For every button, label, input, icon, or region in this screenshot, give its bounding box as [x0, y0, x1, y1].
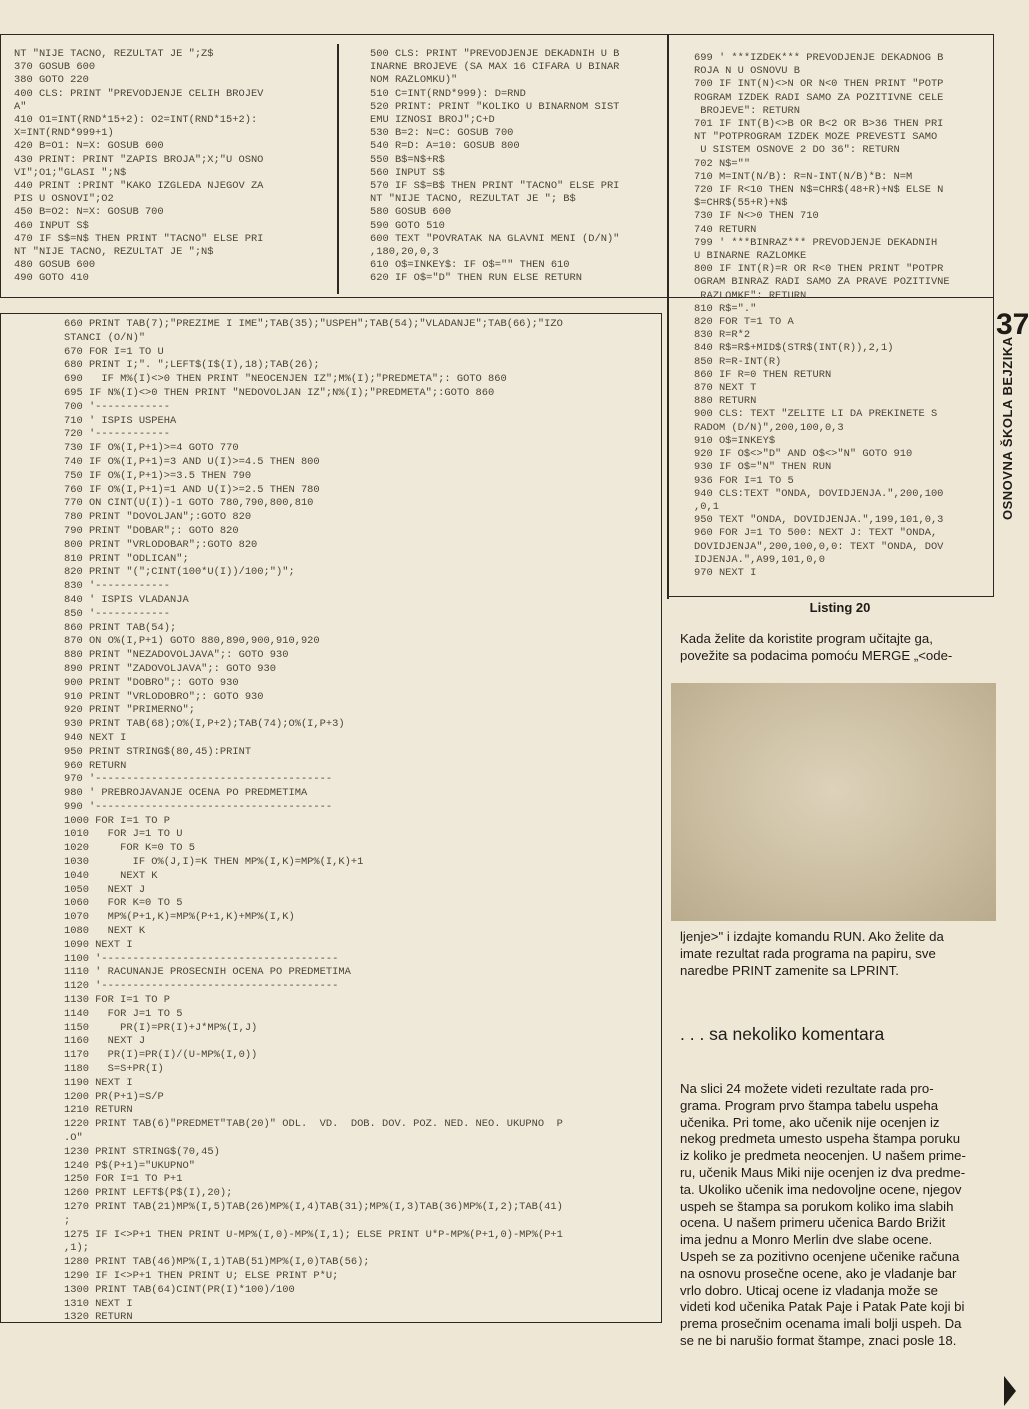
para-3-line: ta. Ukoliko učenik ima nedovoljne ocene, njegov	[680, 1181, 962, 1197]
listing-top-right-line: 700 IF INT(N)<>N OR N<0 THEN PRINT "POTP	[694, 78, 944, 91]
listing-top-right-line: ROGRAM IZDEK RADI SAMO ZA POZITIVNE CELE	[694, 91, 944, 104]
listing-main-line: 730 IF O%(I,P+1)>=4 GOTO 770	[64, 442, 239, 455]
listing-main-line: 1050 NEXT J	[64, 883, 146, 896]
listing-top-mid-line: 520 PRINT: PRINT "KOLIKO U BINARNOM SIST	[370, 100, 620, 113]
listing-top-right-line: DOVIDJENJA",200,100,0,0: TEXT "ONDA, DOV	[694, 540, 944, 553]
listing-main-line: 1220 PRINT TAB(6)"PREDMET"TAB(20)" ODL. VD. DOB. DOV. POZ. NED. NEO. UKUPNO P	[64, 1118, 563, 1131]
listing-main-line: 1110 ' RACUNANJE PROSECNIH OCENA PO PREDMETIMA	[64, 966, 351, 979]
listing-top-right-line: RAZLOMKE": RETURN	[694, 289, 807, 302]
listing-main-line: 1000 FOR I=1 TO P	[64, 814, 171, 827]
listing-main-line: 1210 RETURN	[64, 1104, 133, 1117]
code-listing-main	[64, 318, 563, 1325]
listing-top-right-line: 810 R$="."	[694, 302, 757, 315]
para-3-line: vrlo dobro. Uticaj ocene iz vladanja može se	[680, 1282, 939, 1298]
para-3-line: na osnovu prosečne ocene, ako je vladanje bar	[680, 1265, 957, 1281]
listing-top-right-line: BROJEVE": RETURN	[694, 104, 801, 117]
listing-top-mid-line: 600 TEXT "POVRATAK NA GLAVNI MENI (D/N)"	[370, 232, 620, 245]
para-2-line: imate rezultat rada programa na papiru, sve	[680, 945, 936, 961]
paragraph-usage	[680, 631, 952, 665]
listing-top-right-line: 920 IF O$<>"D" AND O$<>"N" GOTO 910	[694, 448, 913, 461]
para-3-line: Na slici 24 možete videti rezultate rada pro-	[680, 1081, 934, 1096]
para-1-line: Kada želite da koristite program učitajte ga,	[680, 631, 933, 646]
para-3-line: se ne bi narušio format štampe, znaci posle 18.	[680, 1332, 957, 1348]
listing-top-left-line: A"	[14, 100, 27, 113]
listing-top-left-line: 430 PRINT: PRINT "ZAPIS BROJA";X;"U OSNO	[14, 153, 264, 166]
listing-top-mid-line: 530 B=2: N=C: GOSUB 700	[370, 127, 514, 140]
listing-top-mid-line: EMU IZNOSI BROJ";C+D	[370, 114, 495, 127]
para-3-line: Uspeh se za pozitivno ocenjene učenike računa	[680, 1248, 960, 1264]
listing-main-line: 750 IF O%(I,P+1)>=3.5 THEN 790	[64, 469, 252, 482]
listing-main-line: 920 PRINT "PRIMERNO";	[64, 704, 195, 717]
listing-main-line: 1270 PRINT TAB(21)MP%(I,5)TAB(26)MP%(I,4)TAB(31);MP%(I,3)TAB(36)MP%(I,2);TAB(41)	[64, 1201, 563, 1213]
listing-main-line: 1290 IF I<>P+1 THEN PRINT U; ELSE PRINT P*U;	[64, 1269, 339, 1282]
listing-top-right-line: 860 IF R=0 THEN RETURN	[694, 368, 832, 381]
listing-main-line: 695 IF N%(I)<>0 THEN PRINT "NEDOVOLJAN IZ";N%(I);"PREDMETA";:GOTO 860	[64, 386, 495, 399]
listing-top-right-line: 910 O$=INKEY$	[694, 434, 776, 447]
listing-main-line: 1240 P$(P+1)="UKUPNO"	[64, 1159, 195, 1172]
para-3-line: grama. Program prvo štampa tabelu uspeha	[680, 1097, 939, 1113]
listing-main-line: 1230 PRINT STRING$(70,45)	[64, 1145, 220, 1158]
listing-top-left-line: NT "NIJE TACNO, REZULTAT JE ";Z$	[14, 48, 214, 60]
listing-main-line: 740 IF O%(I,P+1)=3 AND U(I)>=4.5 THEN 800	[64, 455, 320, 468]
listing-top-right-line: IDJENJA.",A99,101,0,0	[694, 553, 825, 566]
listing-main-line: 870 ON O%(I,P+1) GOTO 880,890,900,910,920	[64, 635, 320, 648]
listing-top-left-line: NT "NIJE TACNO, REZULTAT JE ";N$	[14, 246, 214, 259]
listing-top-right-line: 830 R=R*2	[694, 329, 751, 342]
listing-main-line: 950 PRINT STRING$(80,45):PRINT	[64, 745, 252, 758]
para-1-line: povežite sa podacima pomoću MERGE „<ode-	[680, 647, 953, 663]
listing-top-mid-line: INARNE BROJEVE (SA MAX 16 CIFARA U BINAR	[370, 61, 620, 74]
listing-top-mid-line: ,180,20,0,3	[370, 246, 439, 259]
listing-main-line: 850 '------------	[64, 607, 171, 620]
listing-main-line: 880 PRINT "NEZADOVOLJAVA";: GOTO 930	[64, 649, 289, 662]
listing-main-line: 760 IF O%(I,P+1)=1 AND U(I)>=2.5 THEN 780	[64, 483, 320, 496]
listing-top-right-line: $=CHR$(55+R)+N$	[694, 197, 788, 210]
listing-top-right-line: 940 CLS:TEXT "ONDA, DOVIDJENJA.",200,100	[694, 487, 944, 500]
para-2-line: ljenje>" i izdajte komandu RUN. Ako želite da	[680, 929, 944, 944]
listing-main-line: 1040 NEXT K	[64, 869, 158, 882]
listing-main-line: 970 '--------------------------------------	[64, 773, 333, 786]
code-listing-top-left	[14, 48, 263, 286]
listing-top-right-line: 740 RETURN	[694, 223, 757, 236]
listing-main-line: 1010 FOR J=1 TO U	[64, 828, 183, 841]
listing-top-right-line: 930 IF O$="N" THEN RUN	[694, 461, 832, 474]
listing-main-line: 1060 FOR K=0 TO 5	[64, 897, 183, 910]
listing-main-line: 1320 RETURN	[64, 1311, 133, 1324]
page-number: 37	[996, 308, 1029, 341]
listing-main-line: 770 ON CINT(U(I))-1 GOTO 780,790,800,810	[64, 497, 314, 510]
listing-top-right-line: U SISTEM OSNOVE 2 DO 36": RETURN	[694, 144, 900, 157]
listing-top-right-line: 870 NEXT T	[694, 382, 757, 395]
listing-top-left-line: X=INT(RND*999+1)	[14, 127, 114, 140]
listing-main-line: ;	[64, 1214, 71, 1227]
listing-top-mid-line: NOM RAZLOMKU)"	[370, 74, 458, 87]
listing-top-left-line: 490 GOTO 410	[14, 272, 89, 285]
section-heading: . . . sa nekoliko komentara	[680, 1024, 885, 1044]
listing-main-line: 1280 PRINT TAB(46)MP%(I,1)TAB(51)MP%(I,0)TAB(56);	[64, 1256, 370, 1269]
para-3-line: uspeh se štampa sa porukom koliko ima slabih	[680, 1198, 954, 1214]
listing-top-right-line: 960 FOR J=1 TO 500: NEXT J: TEXT "ONDA,	[694, 527, 938, 540]
listing-main-line: 700 '------------	[64, 400, 171, 413]
listing-top-right-line: 820 FOR T=1 TO A	[694, 316, 794, 329]
listing-main-line: 900 PRINT "DOBRO";: GOTO 930	[64, 676, 239, 689]
listing-top-left-line: 410 O1=INT(RND*15+2): O2=INT(RND*15+2):	[14, 114, 258, 127]
para-3-line: ocena. U našem primeru učenica Bardo Brižit	[680, 1215, 946, 1231]
code-listing-top-right	[694, 52, 950, 580]
listing-top-right-line: 799 ' ***BINRAZ*** PREVODJENJE DEKADNIH	[694, 236, 938, 249]
para-3-line: videti kod učenika Patak Paje i Patak Pate koji bi	[680, 1299, 965, 1315]
listing-main-line: 1170 PR(I)=PR(I)/(U-MP%(I,0))	[64, 1049, 258, 1062]
listing-main-line: 1030 IF O%(J,I)=K THEN MP%(I,K)=MP%(I,K)+1	[64, 856, 364, 869]
listing-caption: Listing 20	[809, 600, 871, 615]
listing-top-left-line: PIS U OSNOVI";O2	[14, 193, 114, 206]
listing-top-left-line: 370 GOSUB 600	[14, 61, 96, 74]
listing-main-line: 960 RETURN	[64, 759, 127, 772]
listing-main-line: 1150 PR(I)=PR(I)+J*MP%(I,J)	[64, 1021, 258, 1034]
listing-top-right-line: 720 IF R<10 THEN N$=CHR$(48+R)+N$ ELSE N	[694, 184, 944, 197]
para-3-line: ima jednu a Monro Merlin dve slabe ocene.	[680, 1232, 933, 1248]
listing-main-line: 860 PRINT TAB(54);	[64, 621, 177, 634]
listing-top-right-line: 699 ' ***IZDEK*** PREVODJENJE DEKADNOG B	[694, 52, 944, 64]
listing-main-line: 840 ' ISPIS VLADANJA	[64, 593, 189, 606]
listing-main-line: 930 PRINT TAB(68);O%(I,P+2);TAB(74);O%(I,P+3)	[64, 718, 345, 731]
listing-main-line: 1250 FOR I=1 TO P+1	[64, 1173, 183, 1186]
listing-main-line: 1100 '--------------------------------------	[64, 952, 339, 965]
listing-top-right-line: 702 N$=""	[694, 157, 751, 170]
listing-main-line: 940 NEXT I	[64, 731, 127, 744]
listing-main-line: 1070 MP%(P+1,K)=MP%(P+1,K)+MP%(I,K)	[64, 911, 295, 924]
listing-main-line: 810 PRINT "ODLICAN";	[64, 552, 189, 565]
listing-top-right-line: RADOM (D/N)",200,100,0,3	[694, 421, 844, 434]
listing-top-right-line: 730 IF N<>0 THEN 710	[694, 210, 819, 223]
listing-top-left-line: 450 B=O2: N=X: GOSUB 700	[14, 206, 164, 219]
listing-top-right-line: 701 IF INT(B)<>B OR B<2 OR B>36 THEN PRI	[694, 118, 944, 131]
listing-top-left-line: 470 IF S$=N$ THEN PRINT "TACNO" ELSE PRI	[14, 232, 264, 245]
paragraph-comments	[680, 1081, 966, 1350]
listing-main-line: 820 PRINT "(";CINT(100*U(I))/100;")";	[64, 566, 295, 579]
listing-main-line: 990 '--------------------------------------	[64, 800, 333, 813]
listing-main-line: 1140 FOR J=1 TO 5	[64, 1007, 183, 1020]
listing-main-line: 710 ' ISPIS USPEHA	[64, 414, 177, 427]
listing-top-mid-line: 580 GOSUB 600	[370, 206, 452, 219]
listing-main-line: 670 FOR I=1 TO U	[64, 345, 164, 358]
listing-main-line: 1160 NEXT J	[64, 1035, 146, 1048]
listing-top-right-line: ROJA N U OSNOVU B	[694, 65, 801, 78]
listing-top-mid-line: 550 B$=N$+R$	[370, 153, 445, 166]
listing-top-mid-line: 590 GOTO 510	[370, 219, 445, 232]
listing-main-line: 830 '------------	[64, 580, 171, 593]
listing-top-right-line: 950 TEXT "ONDA, DOVIDJENJA.",199,101,0,3	[694, 514, 944, 527]
paragraph-usage-continued	[680, 929, 944, 979]
listing-main-line: 1020 FOR K=0 TO 5	[64, 842, 195, 855]
listing-main-line: 1275 IF I<>P+1 THEN PRINT U-MP%(I,0)-MP%(I,1); ELSE PRINT U*P-MP%(P+1,0)-MP%(P+1	[64, 1228, 563, 1241]
listing-main-line: 800 PRINT "VRLODOBAR";:GOTO 820	[64, 538, 258, 551]
listing-main-line: 780 PRINT "DOVOLJAN";:GOTO 820	[64, 511, 252, 524]
listing-top-right-line: 800 IF INT(R)=R OR R<0 THEN PRINT "POTPR	[694, 263, 944, 276]
para-2-line: naredbe PRINT zamenite sa LPRINT.	[680, 962, 899, 978]
listing-top-mid-line: 560 INPUT S$	[370, 166, 445, 179]
listing-main-line: 1260 PRINT LEFT$(P$(I),20);	[64, 1187, 233, 1200]
listing-top-right-line: 970 NEXT I	[694, 566, 757, 579]
listing-top-mid-line: 570 IF S$=B$ THEN PRINT "TACNO" ELSE PRI	[370, 180, 620, 193]
para-3-line: nekog predmeta umesto uspeha štampa poruku	[680, 1131, 961, 1147]
listing-main-line: .O"	[64, 1132, 83, 1145]
photo-texture	[780, 693, 848, 865]
listing-main-line: 1180 S=S+PR(I)	[64, 1063, 164, 1076]
listing-top-mid-line: 540 R=D: A=10: GOSUB 800	[370, 140, 520, 153]
listing-main-line: 1200 PR(P+1)=S/P	[64, 1090, 164, 1103]
listing-top-mid-line: 510 C=INT(RND*999): D=RND	[370, 87, 526, 100]
code-listing-top-middle	[370, 48, 619, 286]
listing-top-mid-line: 620 IF O$="D" THEN RUN ELSE RETURN	[370, 272, 583, 285]
listing-main-line: 660 PRINT TAB(7);"PREZIME I IME";TAB(35);"USPEH";TAB(54);"VLADANJE";TAB(66);"IZO	[64, 318, 563, 330]
listing-top-right-line: 880 RETURN	[694, 395, 757, 408]
listing-main-line: 790 PRINT "DOBAR";: GOTO 820	[64, 524, 239, 537]
listing-top-left-line: 420 B=O1: N=X: GOSUB 600	[14, 140, 164, 153]
listing-main-line: 720 '------------	[64, 428, 171, 441]
listing-main-line: 1190 NEXT I	[64, 1076, 133, 1089]
para-3-line: prema prosečnim ocenama imali bolji uspeh. Da	[680, 1316, 962, 1332]
listing-top-right-line: U BINARNE RAZLOMKE	[694, 250, 807, 263]
listing-top-mid-line: NT "NIJE TACNO, REZULTAT JE "; B$	[370, 193, 576, 206]
listing-main-line: 1080 NEXT K	[64, 925, 146, 938]
para-3-line: učenika. Pri tome, ako učenik nije ocenjen iz	[680, 1114, 940, 1130]
listing-main-line: ,1);	[64, 1242, 89, 1255]
listing-top-right-line: ,0,1	[694, 500, 719, 513]
listing-top-right-line: 900 CLS: TEXT "ZELITE LI DA PREKINETE S	[694, 408, 938, 421]
listing-top-left-line: 460 INPUT S$	[14, 219, 89, 232]
listing-top-left-line: 480 GOSUB 600	[14, 259, 96, 272]
listing-top-left-line: 380 GOTO 220	[14, 74, 89, 87]
listing-top-right-line: 710 M=INT(N/B): R=N-INT(N/B)*B: N=M	[694, 170, 913, 183]
section-side-label: OSNOVNA ŠKOLA BEJZIKA	[1000, 336, 1015, 520]
listing-main-line: 1300 PRINT TAB(64)CINT(PR(I)*100)/100	[64, 1283, 295, 1296]
para-3-line: ru, učenik Maus Miki nije ocenjen iz dva predme-	[680, 1164, 966, 1180]
listing-main-line: 690 IF M%(I)<>0 THEN PRINT "NEOCENJEN IZ";M%(I);"PREDMETA";: GOTO 860	[64, 373, 507, 386]
listing-main-line: 1120 '--------------------------------------	[64, 980, 339, 993]
listing-top-mid-line: 610 O$=INKEY$: IF O$="" THEN 610	[370, 259, 570, 272]
multiplication-table-photo	[671, 683, 996, 921]
listing-main-line: 1090 NEXT I	[64, 938, 133, 951]
listing-top-right-line: NT "POTPROGRAM IZDEK MOZE PREVESTI SAMO	[694, 131, 938, 144]
listing-top-right-line: 850 R=R-INT(R)	[694, 355, 782, 368]
listing-top-left-line: 440 PRINT :PRINT "KAKO IZGLEDA NJEGOV ZA	[14, 180, 264, 193]
listing-top-left-line: 400 CLS: PRINT "PREVODJENJE CELIH BROJEV	[14, 87, 264, 100]
listing-main-line: 910 PRINT "VRLODOBRO";: GOTO 930	[64, 690, 264, 703]
listing-main-line: 1130 FOR I=1 TO P	[64, 994, 171, 1007]
listing-main-line: STANCI (O/N)"	[64, 331, 146, 344]
listing-top-right-line: OGRAM BINRAZ RADI SAMO ZA PRAVE POZITIVNE	[694, 276, 950, 289]
listing-top-mid-line: 500 CLS: PRINT "PREVODJENJE DEKADNIH U B	[370, 48, 620, 60]
listing-main-line: 680 PRINT I;". ";LEFT$(I$(I),18);TAB(26);	[64, 359, 320, 372]
listing-main-line: 1310 NEXT I	[64, 1297, 133, 1310]
listing-top-right-line: 936 FOR I=1 TO 5	[694, 474, 794, 487]
listing-top-left-line: VI";O1;"GLASI ";N$	[14, 166, 127, 179]
next-page-arrow-icon	[1002, 1376, 1018, 1406]
para-3-line: iz koliko je predmeta neocenjen. U našem prime-	[680, 1148, 966, 1164]
column-divider-1	[337, 44, 339, 294]
listing-main-line: 980 ' PREBROJAVANJE OCENA PO PREDMETIMA	[64, 787, 308, 800]
listing-top-right-line: 840 R$=R$+MID$(STR$(INT(R)),2,1)	[694, 342, 894, 355]
listing-main-line: 890 PRINT "ZADOVOLJAVA";: GOTO 930	[64, 662, 277, 675]
